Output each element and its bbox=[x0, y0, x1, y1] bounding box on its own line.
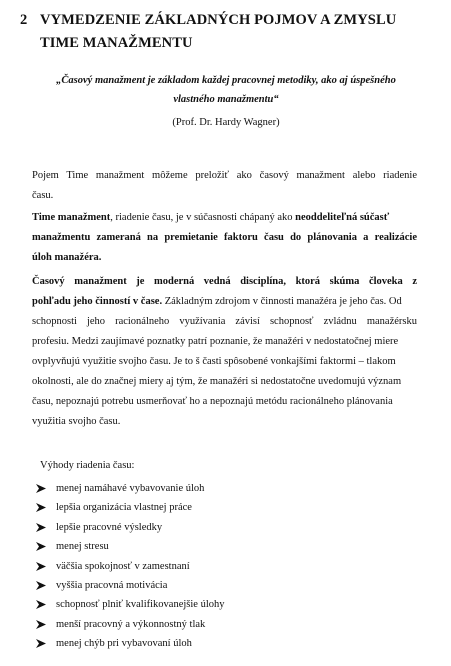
paragraph-3-line1 bbox=[32, 272, 417, 292]
term-time-management: Time manažment bbox=[32, 212, 111, 223]
paragraph-3-line5: ovplyvňujú využitie svojho času. Je to š časti spôsobené vonkajšími faktormi – tlakom bbox=[32, 356, 396, 367]
chapter-number: 2 bbox=[20, 12, 28, 28]
paragraph-1-line2: času. bbox=[32, 190, 54, 201]
paragraph-3-line7: času, nepoznajú potrebu usmerňovať ho a nepoznajú metódu racionálneho plánovania bbox=[32, 396, 393, 407]
motto-author: (Prof. Dr. Hardy Wagner) bbox=[172, 117, 280, 128]
list-item-label: schopnosť plniť kvalifikovanejšie úlohy bbox=[56, 599, 225, 611]
list-item bbox=[36, 537, 416, 556]
arrow-bullet-icon bbox=[36, 639, 46, 648]
arrow-bullet-icon bbox=[36, 503, 46, 512]
list-item-label: lepšie pracovné výsledky bbox=[56, 521, 163, 533]
paragraph-3-line8: využitia svojho času. bbox=[32, 416, 121, 427]
list-item bbox=[36, 576, 416, 595]
motto-quote bbox=[40, 71, 412, 109]
paragraph-3-line6: okolnosti, ale do značnej miery aj tým, že manažéri si nedostatočne uvedomujú význam bbox=[32, 376, 402, 387]
list-item bbox=[36, 634, 416, 653]
list-item-label: väčšia spokojnosť v zamestnaní bbox=[56, 560, 190, 572]
list-item-label: menej stresu bbox=[56, 541, 109, 553]
arrow-bullet-icon bbox=[36, 562, 46, 571]
paragraph-2-text1: , riadenie času, je v súčasnosti chápaný ako bbox=[110, 212, 296, 223]
list-item-label: menší pracovný a výkonnostný tlak bbox=[56, 618, 206, 630]
list-item bbox=[36, 615, 416, 634]
list-item bbox=[36, 518, 416, 537]
arrow-bullet-icon bbox=[36, 484, 46, 493]
paragraph-3-line3: schopnosti jeho racionálneho využívania závisí schopnosť zvládnu manažérsku bbox=[32, 316, 417, 327]
list-item bbox=[36, 557, 416, 576]
paragraph-2-line2 bbox=[32, 228, 417, 248]
list-item-label: menej chýb pri vybavovaní úloh bbox=[56, 638, 192, 650]
motto-line2: vlastného manažmentu“ bbox=[173, 94, 279, 105]
chapter-heading bbox=[20, 9, 440, 55]
paragraph-2-bold-line3: úloh manažéra. bbox=[32, 252, 102, 263]
arrow-bullet-icon bbox=[36, 581, 46, 590]
list-item-label: lepšia organizácia vlastnej práce bbox=[56, 502, 192, 514]
paragraph-1 bbox=[32, 166, 417, 206]
paragraph-3-text-line2: Základným zdrojom v činnosti manažéra je jeho čas. Od bbox=[162, 296, 402, 307]
list-item-label: vyššia pracovná motivácia bbox=[56, 579, 168, 591]
paragraph-2 bbox=[32, 208, 417, 268]
paragraph-3-bold-line2: pohľadu jeho činností v čase. bbox=[32, 296, 163, 307]
motto-line1: „Časový manažment je základom každej pracovnej metodiky, ako aj úspešného bbox=[56, 75, 396, 86]
paragraph-2-line1 bbox=[32, 208, 417, 228]
paragraph-3-bold-line1: Časový manažment je moderná vedná disciplína, ktorá skúma človeka z bbox=[32, 276, 417, 287]
paragraph-2-bold-line2: manažmentu zameraná na premietanie faktoru času do plánovania a realizácie bbox=[32, 232, 417, 243]
chapter-title-line1: VYMEDZENIE ZÁKLADNÝCH POJMOV A ZMYSLU bbox=[40, 12, 397, 28]
benefits-list-title: Výhody riadenia času: bbox=[40, 460, 135, 471]
chapter-title-line2: TIME MANAŽMENTU bbox=[40, 35, 193, 51]
arrow-bullet-icon bbox=[36, 523, 46, 532]
benefits-list bbox=[36, 479, 416, 654]
arrow-bullet-icon bbox=[36, 620, 46, 629]
term-inseparable-part: neoddeliteľná súčasť bbox=[295, 212, 390, 223]
list-item bbox=[36, 498, 416, 517]
list-item bbox=[36, 479, 416, 498]
list-item bbox=[36, 595, 416, 614]
paragraph-1-line1: Pojem Time manažment môžeme preložiť ako časový manažment alebo riadenie bbox=[32, 170, 417, 181]
paragraph-2-line3 bbox=[32, 248, 417, 268]
paragraph-3-line4: profesiu. Medzi zaujímavé poznatky patrí poznanie, že manažéri v nedostatočnej miere bbox=[32, 336, 399, 347]
paragraph-3-line2 bbox=[32, 292, 417, 312]
paragraph-3 bbox=[32, 272, 417, 432]
arrow-bullet-icon bbox=[36, 542, 46, 551]
arrow-bullet-icon bbox=[36, 600, 46, 609]
list-item-label: menej namáhavé vybavovanie úloh bbox=[56, 483, 205, 494]
